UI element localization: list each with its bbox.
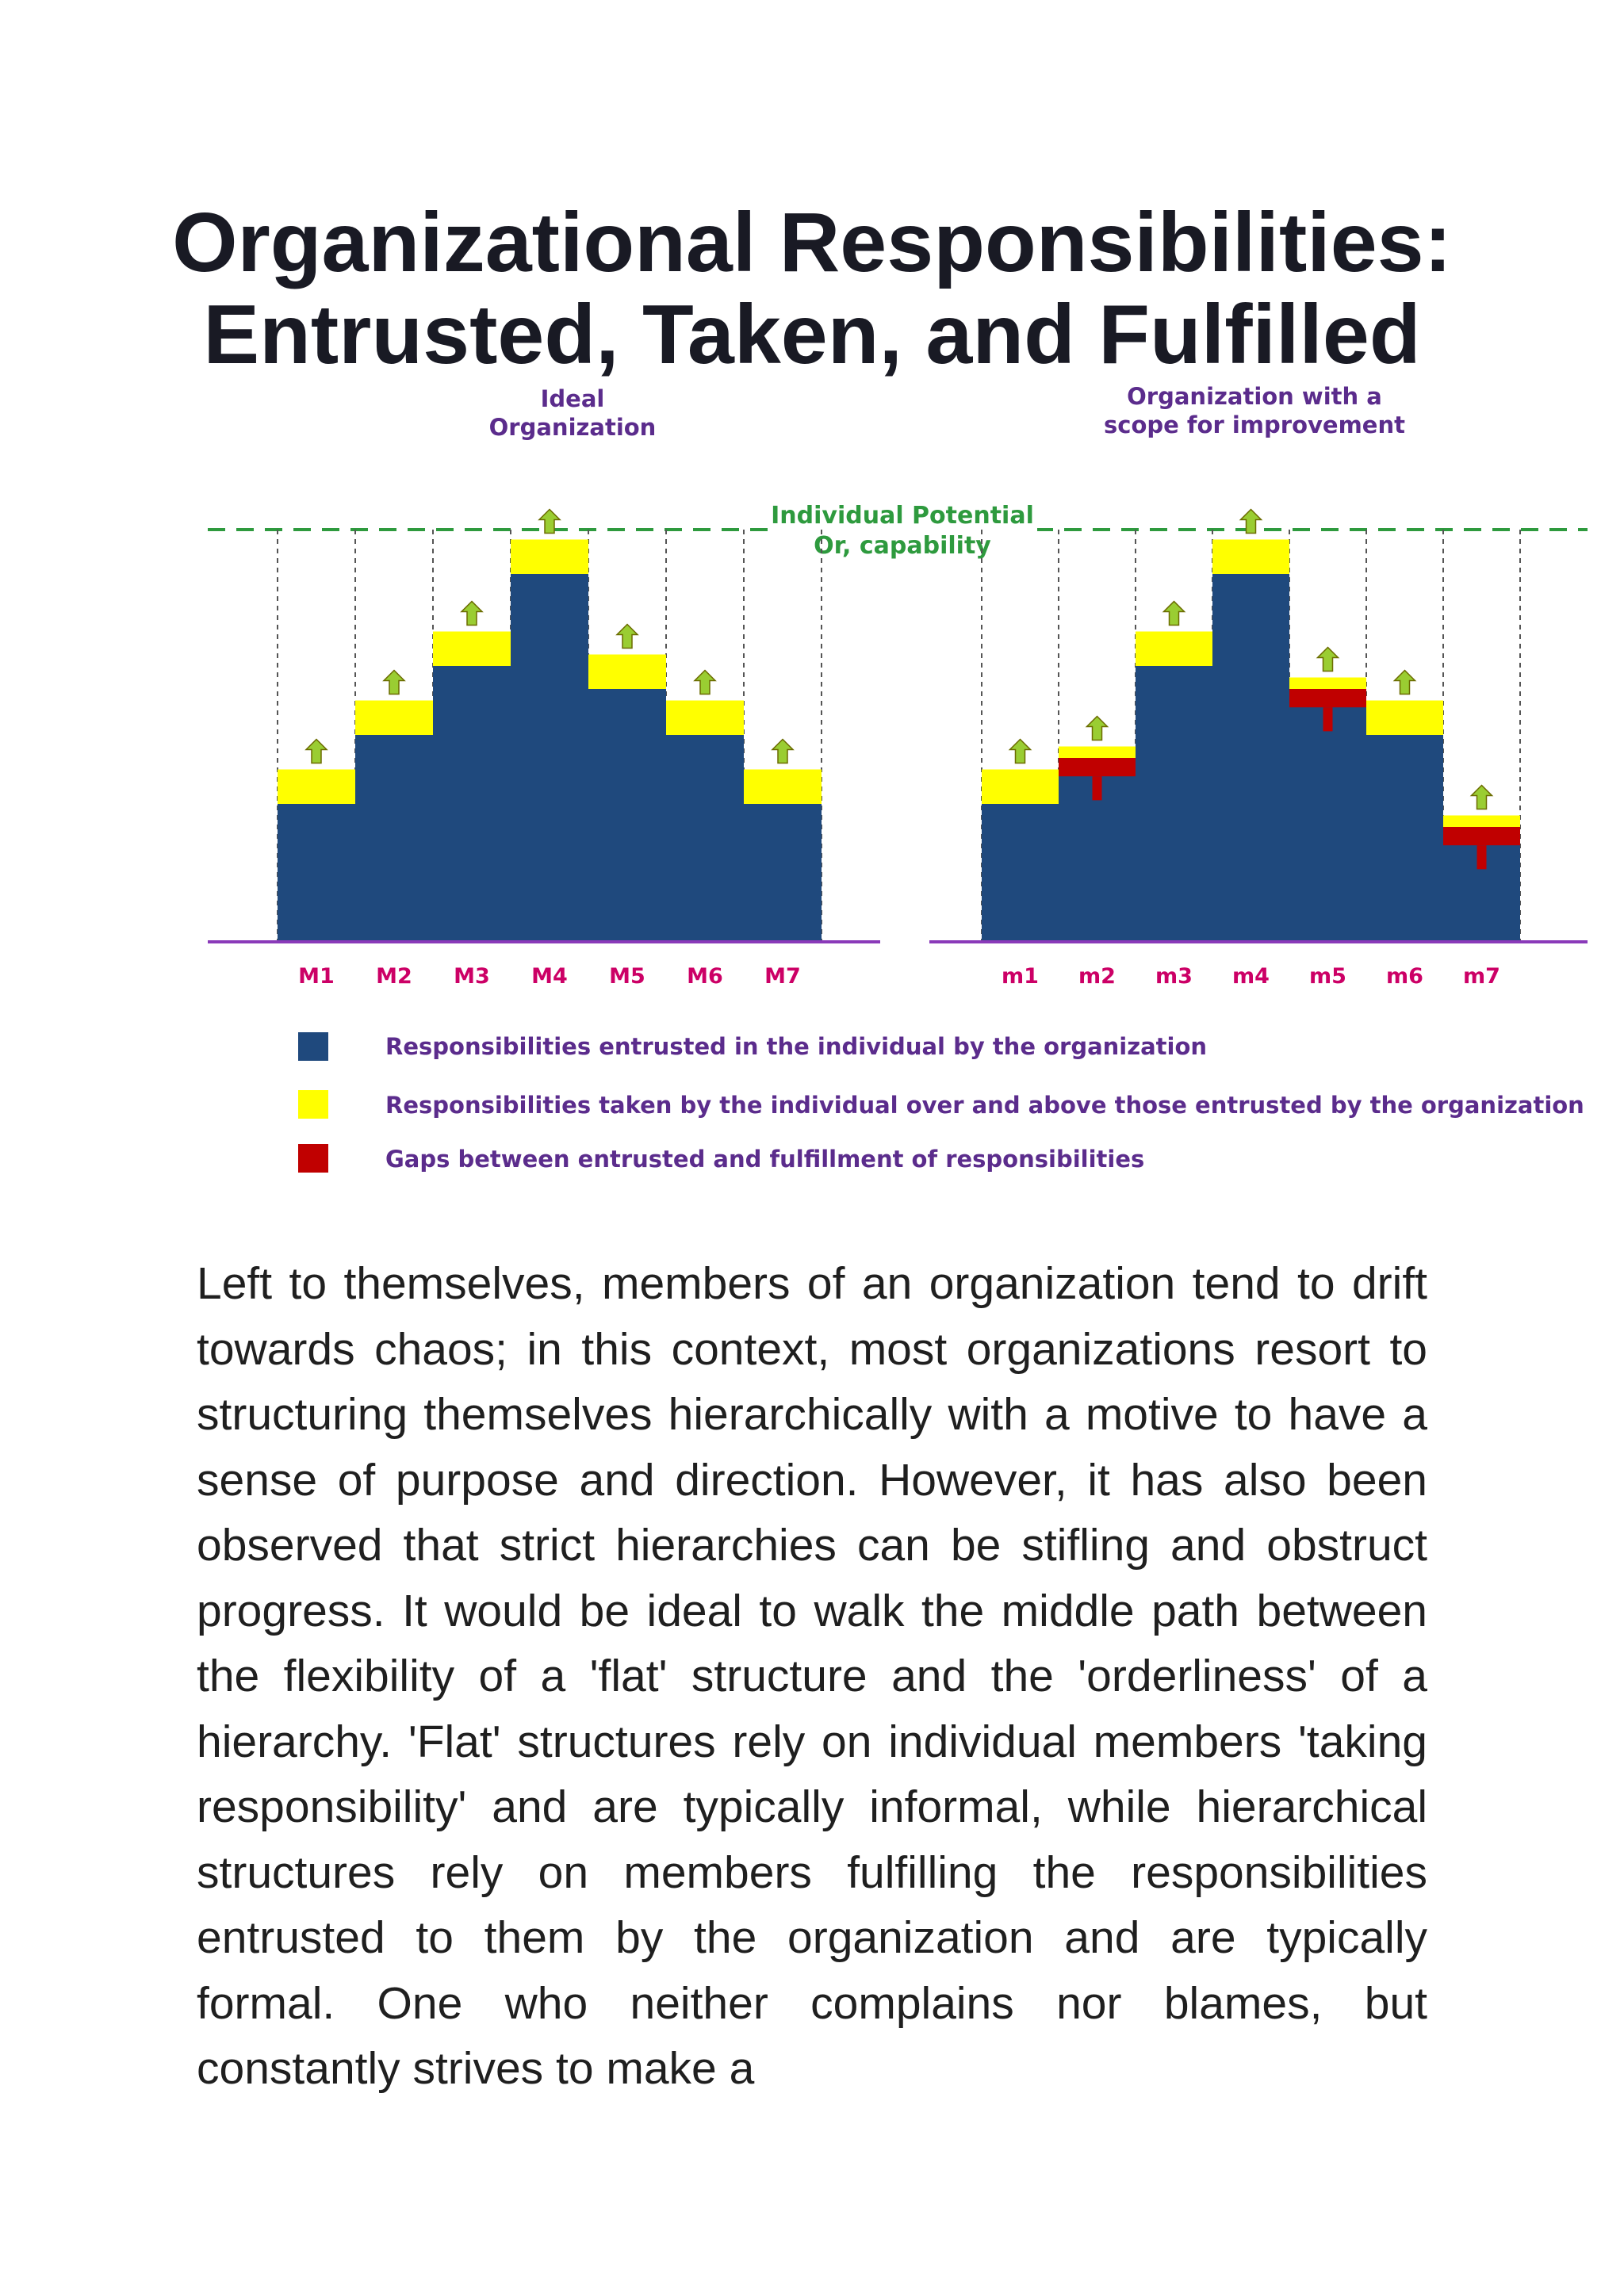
left-up-arrow-icon: [384, 671, 404, 695]
right-gap-stem-m5: [1323, 707, 1333, 731]
left-member-label-M2: M2: [376, 964, 412, 989]
left-up-arrow-icon: [462, 602, 482, 626]
right-member-label-m4: m4: [1232, 964, 1270, 989]
left-bar-taken-M5: [588, 655, 666, 690]
left-up-arrow-icon: [772, 740, 793, 763]
left-bar-taken-M7: [744, 770, 822, 805]
potential-label-line-1: Individual Potential: [771, 502, 1034, 530]
left-bar-entrusted-M2: [355, 735, 433, 942]
right-bar-entrusted-m4: [1212, 574, 1289, 942]
responsibility-diagram: [190, 381, 1624, 1221]
right-bar-gap-m5: [1289, 689, 1366, 707]
legend: [298, 1032, 1584, 1173]
right-bar-taken-m5: [1289, 678, 1366, 690]
right-bar-taken-m2: [1059, 747, 1136, 759]
right-panel-title-line-1: Organization with a: [1127, 383, 1382, 410]
page-title-line-2: Entrusted, Taken, and Fulfilled: [203, 288, 1421, 381]
right-up-arrow-icon: [1164, 602, 1185, 626]
improvement-organization-chart: [929, 510, 1588, 989]
page-title-line-1: Organizational Responsibilities:: [172, 196, 1452, 289]
left-member-label-M6: M6: [687, 964, 723, 989]
left-bar-entrusted-M4: [511, 574, 588, 942]
left-up-arrow-icon: [695, 671, 715, 695]
right-bar-gap-m2: [1059, 758, 1136, 776]
left-bar-entrusted-M7: [744, 804, 822, 942]
left-member-label-M5: M5: [609, 964, 645, 989]
left-up-arrow-icon: [306, 740, 327, 763]
right-bar-gap-m7: [1443, 827, 1520, 845]
right-panel-title-line-2: scope for improvement: [1104, 411, 1405, 438]
right-member-label-m6: m6: [1386, 964, 1423, 989]
right-up-arrow-icon: [1395, 671, 1415, 695]
right-up-arrow-icon: [1010, 740, 1031, 763]
right-up-arrow-icon: [1318, 648, 1339, 672]
right-bar-taken-m1: [982, 770, 1059, 805]
right-gap-stem-m2: [1093, 776, 1102, 800]
potential-label-line-2: Or, capability: [814, 532, 991, 560]
right-bar-taken-m7: [1443, 816, 1520, 828]
left-member-label-M1: M1: [298, 964, 335, 989]
left-member-label-M4: M4: [531, 964, 568, 989]
right-up-arrow-icon: [1472, 786, 1492, 809]
right-member-label-m5: m5: [1309, 964, 1346, 989]
legend-swatch-entrusted: [298, 1032, 328, 1061]
page-title: [119, 197, 1505, 381]
left-bar-taken-M4: [511, 540, 588, 575]
left-bar-entrusted-M6: [666, 735, 744, 942]
legend-label-entrusted: Responsibilities entrusted in the individual by the organization: [385, 1033, 1208, 1060]
legend-swatch-gap: [298, 1144, 328, 1173]
left-panel-title-line-1: Ideal: [540, 385, 605, 412]
left-member-label-M7: M7: [764, 964, 801, 989]
left-bar-entrusted-M3: [433, 666, 511, 942]
left-bar-entrusted-M1: [278, 804, 355, 942]
legend-label-taken: Responsibilities taken by the individual over and above those entrusted by the organization: [385, 1092, 1584, 1119]
right-member-label-m2: m2: [1078, 964, 1116, 989]
left-member-label-M3: M3: [454, 964, 490, 989]
right-bar-entrusted-m1: [982, 804, 1059, 942]
right-member-label-m7: m7: [1463, 964, 1500, 989]
right-member-label-m1: m1: [1002, 964, 1039, 989]
right-bar-taken-m6: [1366, 701, 1443, 736]
left-bar-taken-M2: [355, 701, 433, 736]
left-bar-taken-M3: [433, 632, 511, 667]
legend-label-gap: Gaps between entrusted and fulfillment of responsibilities: [385, 1146, 1145, 1173]
left-bar-taken-M1: [278, 770, 355, 805]
left-bar-taken-M6: [666, 701, 744, 736]
right-bar-taken-m3: [1136, 632, 1212, 667]
right-bar-entrusted-m6: [1366, 735, 1443, 942]
left-bar-entrusted-M5: [588, 689, 666, 942]
body-paragraph: Left to themselves, members of an organization tend to drift towards chaos; in this context, most organizations resort to structuring themselves hierarchically with a motive to have a sense of purpose and direction. However, it has also been observed that strict hierarchies can be stifling and obstruct progress. It would be ideal to walk the middle path between the flexibility of a 'flat' structure and the 'orderliness' of a hierarchy. 'Flat' structures rely on individual members 'taking responsibility' and are typically informal, while hierarchical structures rely on members fulfilling the responsibilities entrusted to them by the organization and are typically formal. One who neither complains nor blames, but constantly strives to make a: [197, 1258, 1427, 2094]
left-panel-title-line-2: Organization: [488, 414, 657, 441]
right-up-arrow-icon: [1087, 717, 1108, 740]
right-bar-taken-m4: [1212, 540, 1289, 575]
left-up-arrow-icon: [617, 625, 638, 649]
right-bar-entrusted-m3: [1136, 666, 1212, 942]
ideal-organization-chart: [208, 510, 880, 989]
legend-swatch-taken: [298, 1090, 328, 1119]
right-gap-stem-m7: [1477, 845, 1487, 869]
right-member-label-m3: m3: [1155, 964, 1193, 989]
